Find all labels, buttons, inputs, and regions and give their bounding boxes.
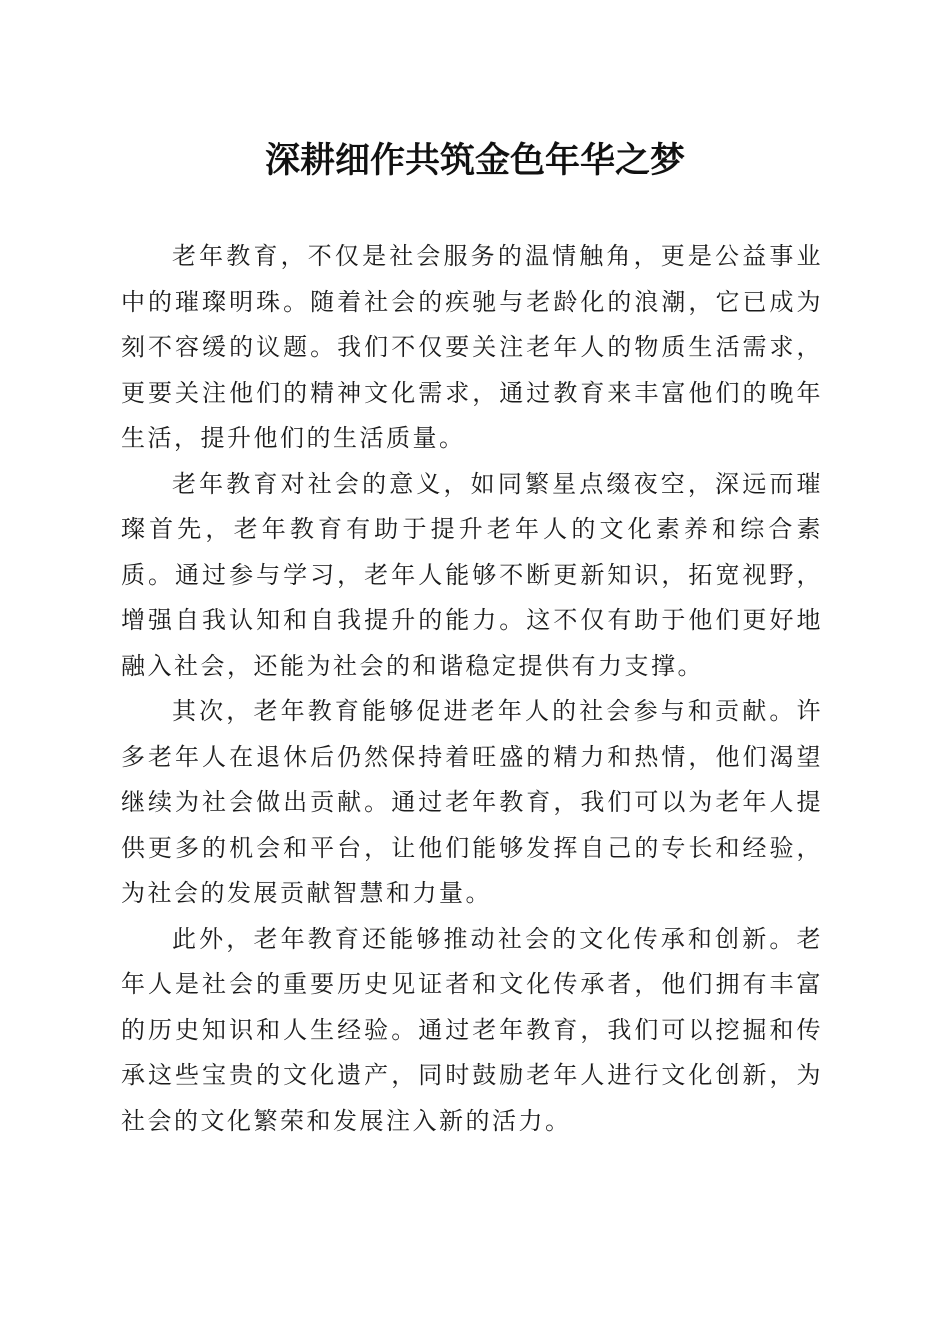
document-body (121, 234, 823, 1144)
document-title: 深耕细作共筑金色年华之梦 (264, 140, 685, 181)
paragraph: 老年教育，不仅是社会服务的温情触角，更是公益事业中的璀璨明珠。随着社会的疾驰与老龄化的浪潮，它已成为刻不容缓的议题。我们不仅要关注老年人的物质生活需求，更要关注他们的精神文化需求，通过教育来丰富他们的晚年生活，提升他们的生活质量。 (121, 242, 823, 452)
paragraph: 其次，老年教育能够促进老年人的社会参与和贡献。许多老年人在退休后仍然保持着旺盛的精力和热情，他们渴望继续为社会做出贡献。通过老年教育，我们可以为老年人提供更多的机会和平台，让他们能够发挥自己的专长和经验，为社会的发展贡献智慧和力量。 (121, 697, 823, 907)
paragraph: 此外，老年教育还能够推动社会的文化传承和创新。老年人是社会的重要历史见证者和文化传承者，他们拥有丰富的历史知识和人生经验。通过老年教育，我们可以挖掘和传承这些宝贵的文化遗产，同时鼓励老年人进行文化创新，为社会的文化繁荣和发展注入新的活力。 (121, 924, 823, 1135)
paragraph: 老年教育对社会的意义，如同繁星点缀夜空，深远而璀璨首先，老年教育有助于提升老年人的文化素养和综合素质。通过参与学习，老年人能够不断更新知识，拓宽视野，增强自我认知和自我提升的能力。这不仅有助于他们更好地融入社会，还能为社会的和谐稳定提供有力支撑。 (121, 469, 823, 680)
